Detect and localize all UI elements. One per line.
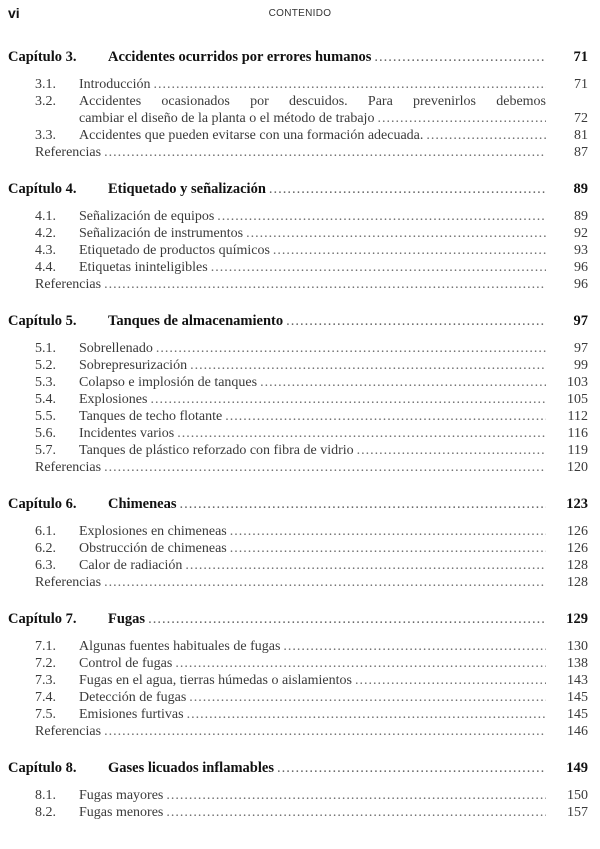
table-of-contents — [8, 49, 588, 821]
chapter-label: Capítulo 3. — [8, 49, 77, 65]
toc-entry-continuation[interactable] — [8, 110, 588, 127]
section-page: 150 — [567, 788, 588, 803]
dot-leader — [273, 242, 546, 259]
section-page: 138 — [567, 656, 588, 671]
chapter-page: 89 — [573, 181, 588, 197]
dot-leader — [187, 706, 546, 723]
chapter-label: Capítulo 4. — [8, 181, 77, 197]
toc-entry[interactable] — [8, 540, 588, 557]
chapter-page: 149 — [566, 760, 588, 776]
references-label: Referencias — [35, 277, 102, 292]
references-entry[interactable] — [8, 276, 588, 293]
chapter-heading[interactable] — [8, 496, 588, 513]
dot-leader — [246, 225, 546, 242]
chapter-page: 71 — [573, 49, 588, 65]
references-label: Referencias — [35, 724, 102, 739]
chapter-title: Etiquetado y señalización — [108, 181, 266, 197]
section-title: Sobrepresurización — [79, 358, 188, 373]
section-title: Emisiones furtivas — [79, 707, 184, 722]
toc-entry[interactable] — [8, 93, 588, 110]
dot-leader — [189, 689, 546, 706]
dot-leader — [185, 557, 546, 574]
dot-leader — [260, 374, 546, 391]
section-number: 8.2. — [35, 805, 56, 820]
section-page: 97 — [574, 341, 588, 356]
section-title: Calor de radiación — [79, 558, 183, 573]
dot-leader — [283, 638, 546, 655]
section-page: 103 — [567, 375, 588, 390]
section-page: 96 — [574, 260, 588, 275]
section-title: Señalización de instrumentos — [79, 226, 244, 241]
chapter-label: Capítulo 6. — [8, 496, 77, 512]
section-title: Etiquetas ininteligibles — [79, 260, 208, 275]
toc-entry[interactable] — [8, 76, 588, 93]
dot-leader — [104, 723, 546, 740]
dot-leader — [104, 459, 546, 476]
section-number: 7.2. — [35, 656, 56, 671]
section-page: 145 — [567, 707, 588, 722]
toc-entry[interactable] — [8, 408, 588, 425]
toc-entry[interactable] — [8, 127, 588, 144]
chapter-heading[interactable] — [8, 313, 588, 330]
dot-leader — [177, 425, 546, 442]
section-page: 126 — [567, 524, 588, 539]
section-number: 7.3. — [35, 673, 56, 688]
section-title: cambiar el diseño de la planta o el método de trabajo — [79, 111, 375, 126]
running-header: CONTENIDO — [268, 8, 332, 19]
section-number: 5.3. — [35, 375, 56, 390]
section-number: 4.3. — [35, 243, 56, 258]
section-title: Colapso e implosión de tanques — [79, 375, 258, 390]
dot-leader — [230, 523, 546, 540]
section-number: 5.1. — [35, 341, 56, 356]
section-page: 99 — [574, 358, 588, 373]
section-number: 6.1. — [35, 524, 56, 539]
section-number: 4.4. — [35, 260, 56, 275]
dot-leader — [211, 259, 546, 276]
section-title: Incidentes varios — [79, 426, 175, 441]
dot-leader — [156, 340, 546, 357]
section-page: 126 — [567, 541, 588, 556]
section-title: Fugas en el agua, tierras húmedas o aislamientos — [79, 673, 352, 688]
toc-entry[interactable] — [8, 672, 588, 689]
toc-entry[interactable] — [8, 787, 588, 804]
references-entry[interactable] — [8, 459, 588, 476]
chapter-page: 123 — [566, 496, 588, 512]
dot-leader — [166, 787, 546, 804]
dot-leader — [190, 357, 546, 374]
toc-entry[interactable] — [8, 706, 588, 723]
section-title: Algunas fuentes habituales de fugas — [79, 639, 281, 654]
section-number: 3.3. — [35, 128, 56, 143]
section-title: Señalización de equipos — [79, 209, 215, 224]
dot-leader — [374, 49, 546, 66]
references-entry[interactable] — [8, 144, 588, 161]
dot-leader — [277, 760, 546, 777]
section-number: 5.2. — [35, 358, 56, 373]
section-page: 96 — [574, 277, 588, 292]
chapter-label: Capítulo 5. — [8, 313, 77, 329]
section-title-line1: Accidentes ocasionados por descuidos. Para prevenirlos debemos — [79, 94, 546, 109]
dot-leader — [148, 611, 546, 628]
section-title: Introducción — [79, 77, 151, 92]
section-number: 8.1. — [35, 788, 56, 803]
dot-leader — [426, 127, 546, 144]
section-title: Accidentes que pueden evitarse con una formación adecuada. — [79, 128, 424, 143]
dot-leader — [355, 672, 546, 689]
dot-leader — [104, 276, 546, 293]
chapter-title: Gases licuados inflamables — [108, 760, 274, 776]
toc-entry[interactable] — [8, 804, 588, 821]
section-page: 130 — [567, 639, 588, 654]
section-page: 72 — [574, 111, 588, 126]
section-page: 143 — [567, 673, 588, 688]
section-title: Tanques de plástico reforzado con fibra de vidrio — [79, 443, 354, 458]
references-label: Referencias — [35, 145, 102, 160]
toc-entry[interactable] — [8, 357, 588, 374]
chapter-label: Capítulo 7. — [8, 611, 77, 627]
chapter-label: Capítulo 8. — [8, 760, 77, 776]
dot-leader — [377, 110, 546, 127]
section-page: 105 — [567, 392, 588, 407]
chapter-page: 129 — [566, 611, 588, 627]
dot-leader — [104, 144, 546, 161]
section-page: 128 — [567, 575, 588, 590]
toc-entry[interactable] — [8, 259, 588, 276]
toc-entry[interactable] — [8, 425, 588, 442]
section-title: Explosiones en chimeneas — [79, 524, 227, 539]
dot-leader — [357, 442, 546, 459]
section-number: 5.6. — [35, 426, 56, 441]
section-title: Control de fugas — [79, 656, 173, 671]
dot-leader — [154, 76, 546, 93]
references-label: Referencias — [35, 575, 102, 590]
section-page: 71 — [574, 77, 588, 92]
section-number: 5.4. — [35, 392, 56, 407]
references-entry[interactable] — [8, 723, 588, 740]
toc-entry[interactable] — [8, 225, 588, 242]
section-number: 7.4. — [35, 690, 56, 705]
references-label: Referencias — [35, 460, 102, 475]
toc-entry[interactable] — [8, 208, 588, 225]
chapter-heading[interactable] — [8, 760, 588, 777]
toc-entry[interactable] — [8, 242, 588, 259]
section-number: 5.5. — [35, 409, 56, 424]
chapter-heading[interactable] — [8, 611, 588, 628]
chapter-page: 97 — [573, 313, 588, 329]
toc-entry[interactable] — [8, 442, 588, 459]
dot-leader — [150, 391, 546, 408]
toc-entry[interactable] — [8, 655, 588, 672]
chapter-title: Accidentes ocurridos por errores humanos — [108, 49, 372, 65]
section-page: 89 — [574, 209, 588, 224]
chapter-title: Tanques de almacenamiento — [108, 313, 284, 329]
chapter-title: Fugas — [108, 611, 146, 627]
section-page: 112 — [567, 409, 588, 424]
section-number: 4.1. — [35, 209, 56, 224]
section-title: Etiquetado de productos químicos — [79, 243, 270, 258]
section-page: 87 — [574, 145, 588, 160]
toc-entry[interactable] — [8, 689, 588, 706]
dot-leader — [230, 540, 546, 557]
chapter-heading[interactable] — [8, 181, 588, 198]
section-page: 157 — [567, 805, 588, 820]
dot-leader — [225, 408, 546, 425]
section-number: 7.5. — [35, 707, 56, 722]
dot-leader — [166, 804, 546, 821]
dot-leader — [217, 208, 546, 225]
section-page: 92 — [574, 226, 588, 241]
section-page: 119 — [567, 443, 588, 458]
page-number: vi — [8, 5, 20, 21]
section-number: 6.3. — [35, 558, 56, 573]
section-number: 7.1. — [35, 639, 56, 654]
section-title: Sobrellenado — [79, 341, 153, 356]
section-title: Detección de fugas — [79, 690, 187, 705]
chapter-title: Chimeneas — [108, 496, 177, 512]
section-page: 145 — [567, 690, 588, 705]
section-number: 4.2. — [35, 226, 56, 241]
toc-entry[interactable] — [8, 638, 588, 655]
dot-leader — [179, 496, 546, 513]
chapter-heading[interactable] — [8, 49, 588, 66]
section-page: 93 — [574, 243, 588, 258]
dot-leader — [175, 655, 546, 672]
section-title: Fugas mayores — [79, 788, 164, 803]
section-page: 128 — [567, 558, 588, 573]
section-title: Fugas menores — [79, 805, 164, 820]
section-page: 146 — [567, 724, 588, 739]
toc-entry[interactable] — [8, 557, 588, 574]
toc-entry[interactable] — [8, 523, 588, 540]
section-title: Obstrucción de chimeneas — [79, 541, 227, 556]
dot-leader — [104, 574, 546, 591]
toc-entry[interactable] — [8, 340, 588, 357]
section-page: 81 — [574, 128, 588, 143]
dot-leader — [286, 313, 546, 330]
dot-leader — [269, 181, 546, 198]
references-entry[interactable] — [8, 574, 588, 591]
section-number: 6.2. — [35, 541, 56, 556]
section-number: 3.2. — [35, 94, 56, 109]
section-page: 116 — [567, 426, 588, 441]
toc-entry[interactable] — [8, 391, 588, 408]
section-number: 3.1. — [35, 77, 56, 92]
section-title: Tanques de techo flotante — [79, 409, 223, 424]
toc-entry[interactable] — [8, 374, 588, 391]
section-number: 5.7. — [35, 443, 56, 458]
section-title: Explosiones — [79, 392, 148, 407]
section-page: 120 — [567, 460, 588, 475]
